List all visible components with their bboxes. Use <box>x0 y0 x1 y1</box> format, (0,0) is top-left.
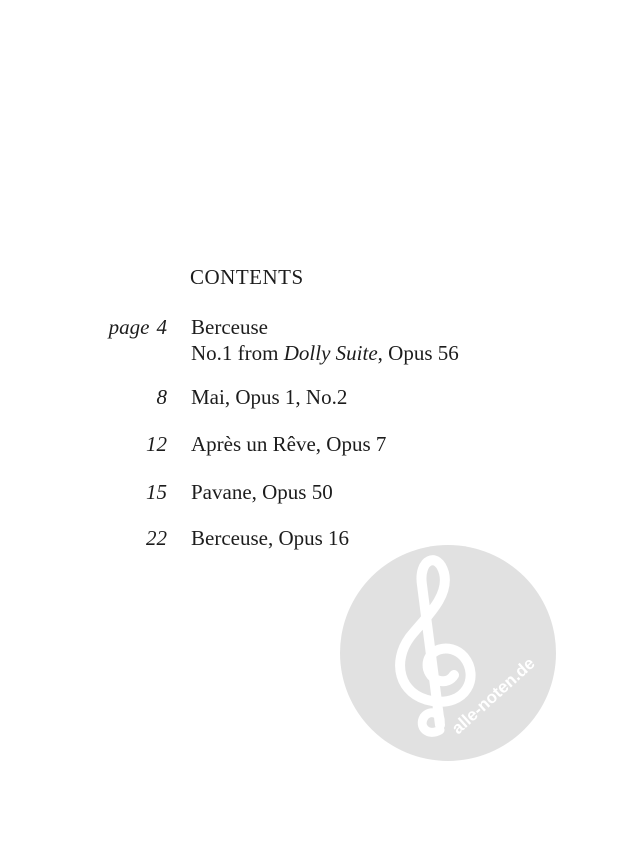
entry-title-line <box>191 340 459 366</box>
entry-italic-text: Dolly Suite <box>283 341 378 365</box>
page-number-value: 4 <box>156 315 167 339</box>
entry-title: Pavane, Opus 50 <box>191 480 333 504</box>
entry-text: , Opus 56 <box>377 341 459 365</box>
page-number <box>109 314 167 340</box>
page-number: 15 <box>146 480 167 504</box>
page-number: 12 <box>146 432 167 456</box>
watermark-text: alle-noten.de <box>447 653 539 738</box>
entry-title-line: Berceuse <box>191 315 268 339</box>
watermark-logo <box>340 545 556 761</box>
page-title: CONTENTS <box>190 265 304 289</box>
entry-title: Après un Rêve, Opus 7 <box>191 432 387 456</box>
entry-text: No.1 from <box>191 341 284 365</box>
entry-title: Berceuse, Opus 16 <box>191 526 350 550</box>
page-prefix: page <box>108 315 150 339</box>
entry-title: Mai, Opus 1, No.2 <box>191 385 348 409</box>
entry-title <box>191 314 459 366</box>
page-number: 22 <box>146 526 167 550</box>
page-number: 8 <box>156 385 167 409</box>
